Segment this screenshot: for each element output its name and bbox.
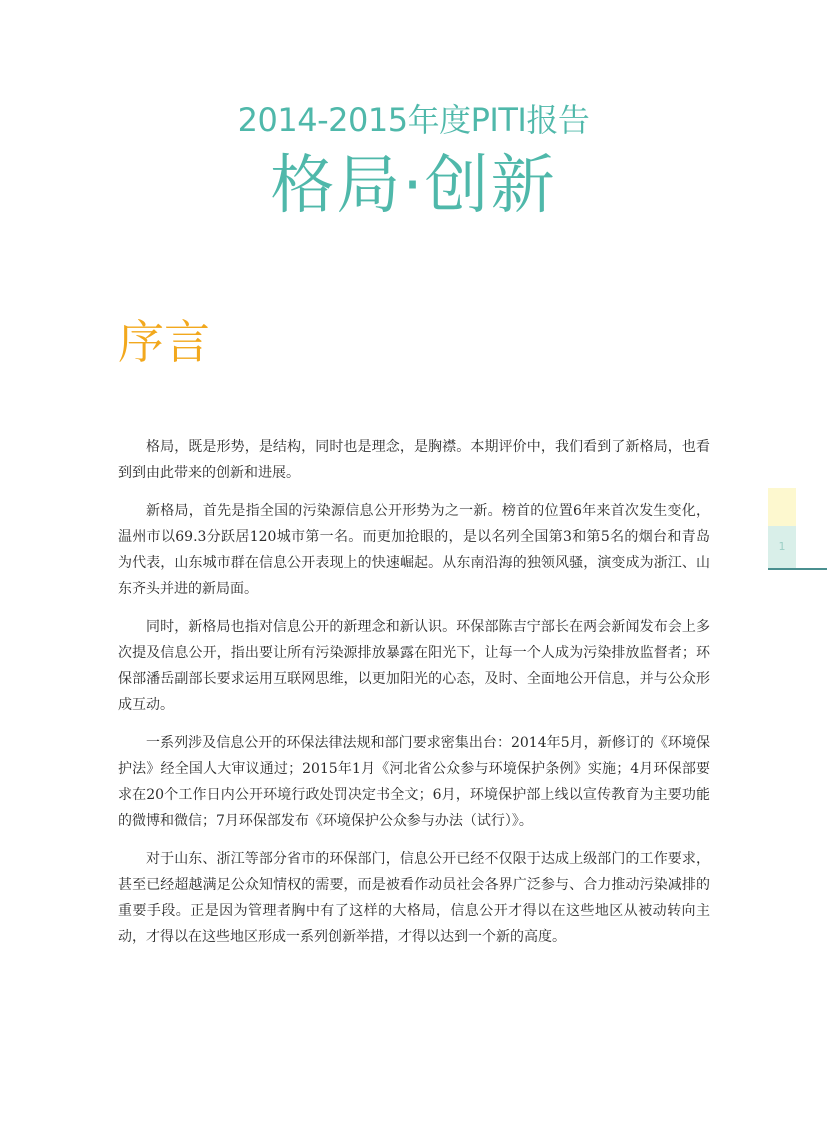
side-tab-rule [768,568,827,570]
paragraph: 同时，新格局也指对信息公开的新理念和新认识。环保部陈吉宁部长在两会新闻发布会上多次提及信息公开，指出要让所有污染源排放暴露在阳光下，让每一个人成为污染排放监督者；环保部潘岳副部长要求运用互联网思维，以更加阳光的心态，及时、全面地公开信息，并与公众形成互动。 [118,619,710,713]
paragraph: 对于山东、浙江等部分省市的环保部门，信息公开已经不仅限于达成上级部门的工作要求，甚至已经超越满足公众知情权的需要，而是被看作动员社会各界广泛参与、合力推动污染减排的重要手段。正是因为管理者胸中有了这样的大格局，信息公开才得以在这些地区从被动转向主动，才得以在这些地区形成一系列创新举措，才得以达到一个新的高度。 [118,851,710,945]
paragraph: 格局，既是形势，是结构，同时也是理念，是胸襟。本期评价中，我们看到了新格局，也看到到由此带来的创新和进展。 [118,439,710,481]
paragraph: 一系列涉及信息公开的环保法律法规和部门要求密集出台：2014年5月，新修订的《环境保护法》经全国人大审议通过；2015年1月《河北省公众参与环境保护条例》实施；4月环保部要求在20个工作日内公开环境行政处罚决定书全文；6月，环境保护部上线以宣传教育为主要功能的微博和微信；7月环保部发布《环境保护公众参与办法（试行）》。 [118,735,710,829]
chapter-side-tab [768,488,796,568]
main-title: 格局·创新 [270,149,557,223]
report-title: 2014-2015年度PITI报告 [237,101,590,139]
body-text [118,434,710,962]
side-tab-upper [768,488,796,526]
section-heading: 序言 [118,315,210,369]
page-number: 1 [768,526,796,568]
paragraph: 新格局，首先是指全国的污染源信息公开形势为之一新。榜首的位置6年来首次发生变化，温州市以69.3分跃居120城市第一名。而更加抢眼的，是以名列全国第3和第5名的烟台和青岛为代表，山东城市群在信息公开表现上的快速崛起。从东南沿海的独领风骚，演变成为浙江、山东齐头并进的新局面。 [118,503,710,597]
